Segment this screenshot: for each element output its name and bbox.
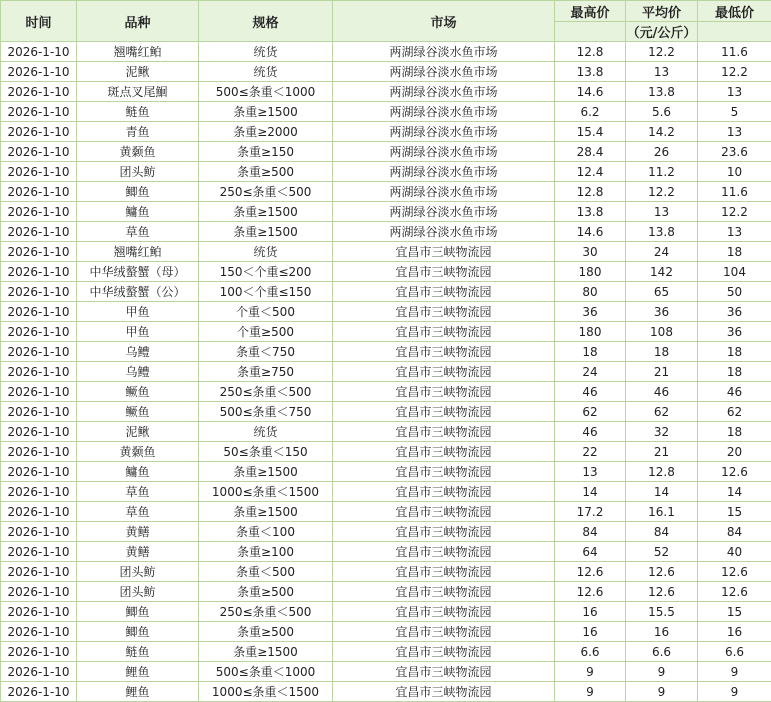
cell-market: 两湖绿谷淡水鱼市场 — [333, 162, 555, 182]
cell-variety: 泥鳅 — [77, 422, 199, 442]
cell-market: 两湖绿谷淡水鱼市场 — [333, 122, 555, 142]
cell-date: 2026-1-10 — [1, 682, 77, 702]
cell-min-price: 13 — [698, 82, 771, 102]
table-row — [1, 122, 771, 142]
cell-min-price: 40 — [698, 542, 771, 562]
cell-date: 2026-1-10 — [1, 202, 77, 222]
cell-avg-price: 15.5 — [626, 602, 698, 622]
table-row — [1, 382, 771, 402]
cell-market: 宜昌市三峡物流园 — [333, 582, 555, 602]
cell-market: 宜昌市三峡物流园 — [333, 562, 555, 582]
header-max-price: 最高价 — [555, 1, 626, 22]
table-row — [1, 42, 771, 62]
cell-date: 2026-1-10 — [1, 142, 77, 162]
cell-date: 2026-1-10 — [1, 122, 77, 142]
cell-spec: 个重＜500 — [199, 302, 333, 322]
cell-market: 宜昌市三峡物流园 — [333, 402, 555, 422]
table-row — [1, 282, 771, 302]
cell-min-price: 10 — [698, 162, 771, 182]
cell-variety: 黄颡鱼 — [77, 142, 199, 162]
cell-spec: 条重≥750 — [199, 362, 333, 382]
cell-min-price: 13 — [698, 122, 771, 142]
cell-max-price: 80 — [555, 282, 626, 302]
header-unit: （元/公斤） — [626, 22, 698, 42]
cell-date: 2026-1-10 — [1, 342, 77, 362]
table-row — [1, 422, 771, 442]
cell-max-price: 64 — [555, 542, 626, 562]
cell-market: 宜昌市三峡物流园 — [333, 242, 555, 262]
cell-spec: 统货 — [199, 422, 333, 442]
cell-max-price: 12.8 — [555, 182, 626, 202]
cell-spec: 条重＜100 — [199, 522, 333, 542]
cell-market: 两湖绿谷淡水鱼市场 — [333, 102, 555, 122]
cell-min-price: 16 — [698, 622, 771, 642]
cell-avg-price: 65 — [626, 282, 698, 302]
cell-variety: 中华绒螯蟹（母） — [77, 262, 199, 282]
cell-max-price: 46 — [555, 422, 626, 442]
cell-variety: 黄鳝 — [77, 522, 199, 542]
cell-date: 2026-1-10 — [1, 102, 77, 122]
cell-market: 宜昌市三峡物流园 — [333, 522, 555, 542]
cell-market: 宜昌市三峡物流园 — [333, 542, 555, 562]
cell-avg-price: 24 — [626, 242, 698, 262]
table-row — [1, 522, 771, 542]
cell-date: 2026-1-10 — [1, 642, 77, 662]
cell-market: 两湖绿谷淡水鱼市场 — [333, 182, 555, 202]
cell-variety: 团头鲂 — [77, 562, 199, 582]
table-row — [1, 482, 771, 502]
cell-date: 2026-1-10 — [1, 62, 77, 82]
cell-market: 宜昌市三峡物流园 — [333, 382, 555, 402]
cell-date: 2026-1-10 — [1, 522, 77, 542]
table-row — [1, 102, 771, 122]
cell-avg-price: 9 — [626, 682, 698, 702]
cell-spec: 条重≥1500 — [199, 502, 333, 522]
cell-market: 宜昌市三峡物流园 — [333, 482, 555, 502]
cell-max-price: 62 — [555, 402, 626, 422]
cell-market: 宜昌市三峡物流园 — [333, 502, 555, 522]
cell-market: 宜昌市三峡物流园 — [333, 362, 555, 382]
cell-avg-price: 12.6 — [626, 582, 698, 602]
cell-variety: 甲鱼 — [77, 322, 199, 342]
cell-variety: 鲤鱼 — [77, 662, 199, 682]
cell-spec: 条重＜500 — [199, 562, 333, 582]
cell-min-price: 50 — [698, 282, 771, 302]
cell-max-price: 36 — [555, 302, 626, 322]
cell-variety: 泥鳅 — [77, 62, 199, 82]
cell-spec: 统货 — [199, 62, 333, 82]
cell-spec: 250≤条重＜500 — [199, 382, 333, 402]
cell-avg-price: 21 — [626, 442, 698, 462]
cell-variety: 黄鳝 — [77, 542, 199, 562]
cell-date: 2026-1-10 — [1, 82, 77, 102]
cell-spec: 统货 — [199, 242, 333, 262]
header-min-price: 最低价 — [698, 1, 771, 22]
cell-max-price: 14.6 — [555, 222, 626, 242]
header-avg-price: 平均价 — [626, 1, 698, 22]
cell-max-price: 30 — [555, 242, 626, 262]
table-row — [1, 262, 771, 282]
table-row — [1, 342, 771, 362]
cell-variety: 翘嘴红鲌 — [77, 242, 199, 262]
cell-date: 2026-1-10 — [1, 482, 77, 502]
header-variety: 品种 — [77, 1, 199, 42]
cell-spec: 条重≥1500 — [199, 222, 333, 242]
cell-variety: 团头鲂 — [77, 582, 199, 602]
cell-max-price: 6.6 — [555, 642, 626, 662]
cell-date: 2026-1-10 — [1, 562, 77, 582]
cell-market: 宜昌市三峡物流园 — [333, 322, 555, 342]
cell-date: 2026-1-10 — [1, 282, 77, 302]
cell-max-price: 18 — [555, 342, 626, 362]
cell-spec: 500≤条重＜1000 — [199, 82, 333, 102]
cell-min-price: 84 — [698, 522, 771, 542]
cell-spec: 条重＜750 — [199, 342, 333, 362]
cell-avg-price: 52 — [626, 542, 698, 562]
cell-market: 宜昌市三峡物流园 — [333, 302, 555, 322]
cell-spec: 条重≥100 — [199, 542, 333, 562]
cell-avg-price: 84 — [626, 522, 698, 542]
cell-min-price: 6.6 — [698, 642, 771, 662]
cell-date: 2026-1-10 — [1, 662, 77, 682]
cell-max-price: 12.4 — [555, 162, 626, 182]
header-min-blank — [698, 22, 771, 42]
cell-date: 2026-1-10 — [1, 542, 77, 562]
cell-spec: 统货 — [199, 42, 333, 62]
cell-min-price: 18 — [698, 342, 771, 362]
cell-spec: 100＜个重≤150 — [199, 282, 333, 302]
cell-date: 2026-1-10 — [1, 462, 77, 482]
header-max-blank — [555, 22, 626, 42]
cell-market: 两湖绿谷淡水鱼市场 — [333, 222, 555, 242]
cell-date: 2026-1-10 — [1, 182, 77, 202]
cell-max-price: 9 — [555, 662, 626, 682]
cell-variety: 鳜鱼 — [77, 402, 199, 422]
table-row — [1, 462, 771, 482]
cell-avg-price: 62 — [626, 402, 698, 422]
cell-min-price: 11.6 — [698, 42, 771, 62]
cell-date: 2026-1-10 — [1, 622, 77, 642]
table-row — [1, 682, 771, 702]
cell-min-price: 18 — [698, 422, 771, 442]
cell-min-price: 36 — [698, 322, 771, 342]
cell-avg-price: 16 — [626, 622, 698, 642]
cell-market: 宜昌市三峡物流园 — [333, 462, 555, 482]
cell-spec: 条重≥150 — [199, 142, 333, 162]
cell-market: 两湖绿谷淡水鱼市场 — [333, 62, 555, 82]
cell-avg-price: 12.2 — [626, 42, 698, 62]
cell-variety: 乌鳢 — [77, 342, 199, 362]
cell-variety: 斑点叉尾鮰 — [77, 82, 199, 102]
cell-market: 宜昌市三峡物流园 — [333, 422, 555, 442]
cell-avg-price: 9 — [626, 662, 698, 682]
cell-avg-price: 108 — [626, 322, 698, 342]
table-row — [1, 182, 771, 202]
cell-avg-price: 12.2 — [626, 182, 698, 202]
cell-min-price: 12.6 — [698, 462, 771, 482]
cell-variety: 鲫鱼 — [77, 622, 199, 642]
cell-variety: 鲫鱼 — [77, 182, 199, 202]
cell-variety: 草鱼 — [77, 502, 199, 522]
cell-variety: 鲢鱼 — [77, 102, 199, 122]
cell-variety: 鲫鱼 — [77, 602, 199, 622]
cell-avg-price: 12.8 — [626, 462, 698, 482]
cell-spec: 条重≥500 — [199, 162, 333, 182]
cell-avg-price: 14 — [626, 482, 698, 502]
cell-max-price: 14.6 — [555, 82, 626, 102]
cell-spec: 条重≥2000 — [199, 122, 333, 142]
cell-spec: 250≤条重＜500 — [199, 602, 333, 622]
table-row — [1, 602, 771, 622]
cell-avg-price: 13 — [626, 202, 698, 222]
cell-variety: 翘嘴红鲌 — [77, 42, 199, 62]
cell-min-price: 15 — [698, 502, 771, 522]
cell-avg-price: 13.8 — [626, 82, 698, 102]
cell-max-price: 22 — [555, 442, 626, 462]
cell-market: 宜昌市三峡物流园 — [333, 642, 555, 662]
cell-spec: 条重≥500 — [199, 582, 333, 602]
cell-variety: 中华绒螯蟹（公） — [77, 282, 199, 302]
cell-max-price: 16 — [555, 602, 626, 622]
cell-avg-price: 26 — [626, 142, 698, 162]
cell-variety: 鲤鱼 — [77, 682, 199, 702]
cell-min-price: 104 — [698, 262, 771, 282]
cell-variety: 团头鲂 — [77, 162, 199, 182]
cell-date: 2026-1-10 — [1, 602, 77, 622]
cell-spec: 50≤条重＜150 — [199, 442, 333, 462]
table-row — [1, 542, 771, 562]
cell-date: 2026-1-10 — [1, 442, 77, 462]
cell-date: 2026-1-10 — [1, 222, 77, 242]
cell-avg-price: 32 — [626, 422, 698, 442]
cell-date: 2026-1-10 — [1, 382, 77, 402]
table-row — [1, 362, 771, 382]
cell-max-price: 24 — [555, 362, 626, 382]
cell-max-price: 17.2 — [555, 502, 626, 522]
table-row — [1, 442, 771, 462]
cell-variety: 乌鳢 — [77, 362, 199, 382]
cell-variety: 黄颡鱼 — [77, 442, 199, 462]
cell-avg-price: 5.6 — [626, 102, 698, 122]
cell-min-price: 9 — [698, 662, 771, 682]
cell-min-price: 9 — [698, 682, 771, 702]
cell-max-price: 84 — [555, 522, 626, 542]
cell-market: 宜昌市三峡物流园 — [333, 442, 555, 462]
cell-market: 宜昌市三峡物流园 — [333, 262, 555, 282]
cell-date: 2026-1-10 — [1, 322, 77, 342]
header-market: 市场 — [333, 1, 555, 42]
cell-max-price: 16 — [555, 622, 626, 642]
cell-market: 宜昌市三峡物流园 — [333, 682, 555, 702]
cell-spec: 1000≤条重＜1500 — [199, 682, 333, 702]
table-row — [1, 662, 771, 682]
cell-avg-price: 36 — [626, 302, 698, 322]
cell-min-price: 15 — [698, 602, 771, 622]
cell-spec: 条重≥1500 — [199, 102, 333, 122]
table-row — [1, 162, 771, 182]
cell-min-price: 12.6 — [698, 582, 771, 602]
cell-date: 2026-1-10 — [1, 422, 77, 442]
cell-avg-price: 142 — [626, 262, 698, 282]
cell-date: 2026-1-10 — [1, 582, 77, 602]
table-row — [1, 82, 771, 102]
cell-max-price: 13.8 — [555, 202, 626, 222]
cell-max-price: 12.6 — [555, 582, 626, 602]
cell-date: 2026-1-10 — [1, 302, 77, 322]
table-row — [1, 222, 771, 242]
cell-market: 宜昌市三峡物流园 — [333, 282, 555, 302]
cell-min-price: 23.6 — [698, 142, 771, 162]
cell-date: 2026-1-10 — [1, 362, 77, 382]
table-row — [1, 62, 771, 82]
table-row — [1, 322, 771, 342]
cell-max-price: 12.8 — [555, 42, 626, 62]
table-row — [1, 302, 771, 322]
cell-date: 2026-1-10 — [1, 42, 77, 62]
cell-avg-price: 21 — [626, 362, 698, 382]
cell-market: 两湖绿谷淡水鱼市场 — [333, 202, 555, 222]
cell-variety: 青鱼 — [77, 122, 199, 142]
table-row — [1, 582, 771, 602]
header-date: 时间 — [1, 1, 77, 42]
table-body — [1, 42, 771, 702]
cell-max-price: 15.4 — [555, 122, 626, 142]
cell-avg-price: 13.8 — [626, 222, 698, 242]
table-row — [1, 622, 771, 642]
cell-variety: 草鱼 — [77, 222, 199, 242]
cell-market: 宜昌市三峡物流园 — [333, 342, 555, 362]
cell-market: 两湖绿谷淡水鱼市场 — [333, 142, 555, 162]
cell-min-price: 11.6 — [698, 182, 771, 202]
cell-date: 2026-1-10 — [1, 242, 77, 262]
cell-min-price: 13 — [698, 222, 771, 242]
table-row — [1, 242, 771, 262]
cell-variety: 甲鱼 — [77, 302, 199, 322]
cell-max-price: 180 — [555, 322, 626, 342]
cell-max-price: 9 — [555, 682, 626, 702]
cell-variety: 草鱼 — [77, 482, 199, 502]
cell-avg-price: 16.1 — [626, 502, 698, 522]
cell-min-price: 12.2 — [698, 202, 771, 222]
cell-spec: 条重≥1500 — [199, 642, 333, 662]
cell-spec: 1000≤条重＜1500 — [199, 482, 333, 502]
cell-avg-price: 14.2 — [626, 122, 698, 142]
cell-min-price: 12.2 — [698, 62, 771, 82]
cell-avg-price: 46 — [626, 382, 698, 402]
cell-spec: 500≤条重＜1000 — [199, 662, 333, 682]
cell-avg-price: 13 — [626, 62, 698, 82]
cell-spec: 个重≥500 — [199, 322, 333, 342]
cell-variety: 鲢鱼 — [77, 642, 199, 662]
cell-max-price: 28.4 — [555, 142, 626, 162]
cell-avg-price: 11.2 — [626, 162, 698, 182]
cell-spec: 250≤条重＜500 — [199, 182, 333, 202]
cell-avg-price: 18 — [626, 342, 698, 362]
header-spec: 规格 — [199, 1, 333, 42]
cell-min-price: 14 — [698, 482, 771, 502]
cell-max-price: 180 — [555, 262, 626, 282]
cell-date: 2026-1-10 — [1, 502, 77, 522]
cell-min-price: 18 — [698, 362, 771, 382]
table-row — [1, 142, 771, 162]
cell-date: 2026-1-10 — [1, 262, 77, 282]
cell-market: 宜昌市三峡物流园 — [333, 602, 555, 622]
cell-variety: 鳙鱼 — [77, 462, 199, 482]
cell-market: 宜昌市三峡物流园 — [333, 662, 555, 682]
cell-max-price: 46 — [555, 382, 626, 402]
cell-spec: 条重≥1500 — [199, 462, 333, 482]
table-row — [1, 562, 771, 582]
cell-spec: 条重≥500 — [199, 622, 333, 642]
cell-market: 宜昌市三峡物流园 — [333, 622, 555, 642]
cell-max-price: 13 — [555, 462, 626, 482]
cell-min-price: 18 — [698, 242, 771, 262]
cell-min-price: 12.6 — [698, 562, 771, 582]
table-row — [1, 402, 771, 422]
cell-min-price: 20 — [698, 442, 771, 462]
cell-avg-price: 12.6 — [626, 562, 698, 582]
cell-min-price: 5 — [698, 102, 771, 122]
cell-max-price: 12.6 — [555, 562, 626, 582]
cell-max-price: 6.2 — [555, 102, 626, 122]
cell-date: 2026-1-10 — [1, 402, 77, 422]
cell-max-price: 13.8 — [555, 62, 626, 82]
table-header — [1, 1, 771, 42]
cell-variety: 鳜鱼 — [77, 382, 199, 402]
cell-market: 两湖绿谷淡水鱼市场 — [333, 42, 555, 62]
cell-spec: 条重≥1500 — [199, 202, 333, 222]
table-row — [1, 642, 771, 662]
cell-max-price: 14 — [555, 482, 626, 502]
cell-min-price: 36 — [698, 302, 771, 322]
cell-min-price: 62 — [698, 402, 771, 422]
cell-date: 2026-1-10 — [1, 162, 77, 182]
cell-avg-price: 6.6 — [626, 642, 698, 662]
table-row — [1, 502, 771, 522]
cell-market: 两湖绿谷淡水鱼市场 — [333, 82, 555, 102]
cell-spec: 500≤条重＜750 — [199, 402, 333, 422]
cell-variety: 鳙鱼 — [77, 202, 199, 222]
cell-min-price: 46 — [698, 382, 771, 402]
cell-spec: 150＜个重≤200 — [199, 262, 333, 282]
table-row — [1, 202, 771, 222]
